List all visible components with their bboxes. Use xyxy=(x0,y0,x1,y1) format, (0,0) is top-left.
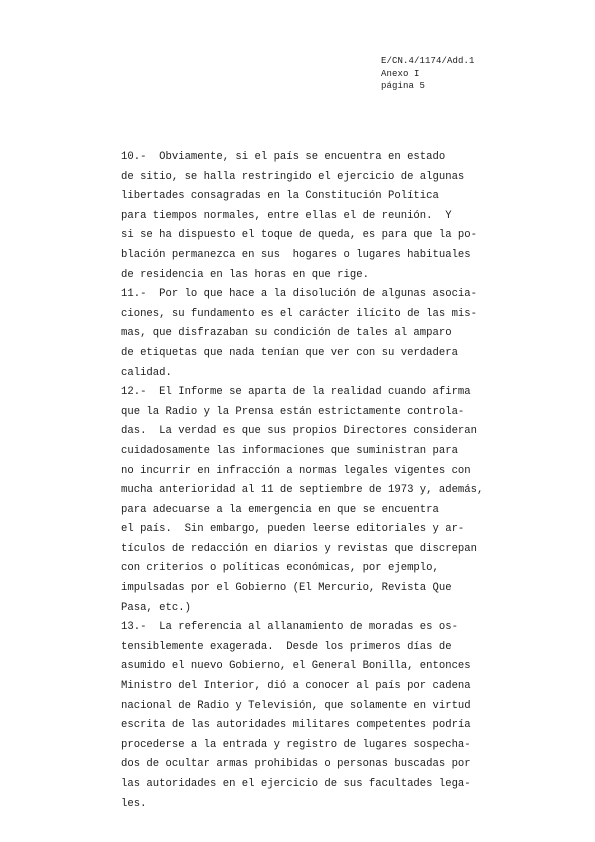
text-line: 12.- El Informe se aparta de la realidad cuando afirma xyxy=(121,386,471,399)
text-line: blación permanezca en sus hogares o lugares habituales xyxy=(121,248,471,261)
text-line: 11.- Por lo que hace a la disolución de algunas asocia- xyxy=(121,288,478,301)
text-line: escrita de las autoridades militares competentes podría xyxy=(121,719,471,732)
page-number: página 5 xyxy=(381,81,426,91)
text-line: asumido el nuevo Gobierno, el General Bonilla, entonces xyxy=(121,660,471,673)
annex-label: Anexo I xyxy=(381,68,420,79)
text-line: les. xyxy=(121,797,147,810)
text-line: 13.- La referencia al allanamiento de moradas es os- xyxy=(121,621,458,634)
document-reference xyxy=(381,55,475,93)
text-line: que la Radio y la Prensa están estrictamente controla- xyxy=(121,405,465,418)
text-line: el país. Sin embargo, pueden leerse editoriales y ar- xyxy=(121,523,465,536)
text-line: tensiblemente exagerada. Desde los primeros días de xyxy=(121,640,452,653)
text-line: de etiquetas que nada tenían que ver con su verdadera xyxy=(121,346,458,359)
text-line: cuidadosamente las informaciones que suministran para xyxy=(121,444,458,457)
text-line: procederse a la entrada y registro de lugares sospecha- xyxy=(121,738,471,751)
text-line: calidad. xyxy=(121,366,172,379)
text-line: mucha anterioridad al 11 de septiembre de 1973 y, además, xyxy=(121,484,484,497)
body-text xyxy=(121,148,501,814)
text-line: ciones, su fundamento es el carácter ilícito de las mis- xyxy=(121,307,478,320)
text-line: dos de ocultar armas prohibidas o personas buscadas por xyxy=(121,758,471,771)
text-line: mas, que disfrazaban su condición de tales al amparo xyxy=(121,327,452,340)
text-line: para tiempos normales, entre ellas el de reunión. Y xyxy=(121,209,452,222)
text-line: si se ha dispuesto el toque de queda, es para que la po- xyxy=(121,229,478,242)
text-line: 10.- Obviamente, si el país se encuentra en estado xyxy=(121,151,446,163)
text-line: das. La verdad es que sus propios Directores consideran xyxy=(121,425,478,438)
text-line: con criterios o políticas económicas, por ejemplo, xyxy=(121,562,439,575)
text-line: las autoridades en el ejercicio de sus facultades lega- xyxy=(121,778,471,790)
text-line: para adecuarse a la emergencia en que se encuentra xyxy=(121,503,439,516)
text-line: de residencia en las horas en que rige. xyxy=(121,268,369,281)
document-symbol: E/CN.4/1174/Add.1 xyxy=(381,56,475,66)
text-line: impulsadas por el Gobierno (El Mercurio, Revista Que xyxy=(121,582,452,595)
text-line: Pasa, etc.) xyxy=(121,601,191,614)
text-line: tículos de redacción en diarios y revistas que discrepan xyxy=(121,542,478,555)
text-line: no incurrir en infracción a normas legales vigentes con xyxy=(121,464,471,477)
text-line: libertades consagradas en la Constitución Política xyxy=(121,190,439,203)
text-line: de sitio, se halla restringido el ejercicio de algunas xyxy=(121,170,465,183)
text-line: Ministro del Interior, dió a conocer al país por cadena xyxy=(121,680,471,693)
text-line: nacional de Radio y Televisión, que solamente en virtud xyxy=(121,699,471,712)
